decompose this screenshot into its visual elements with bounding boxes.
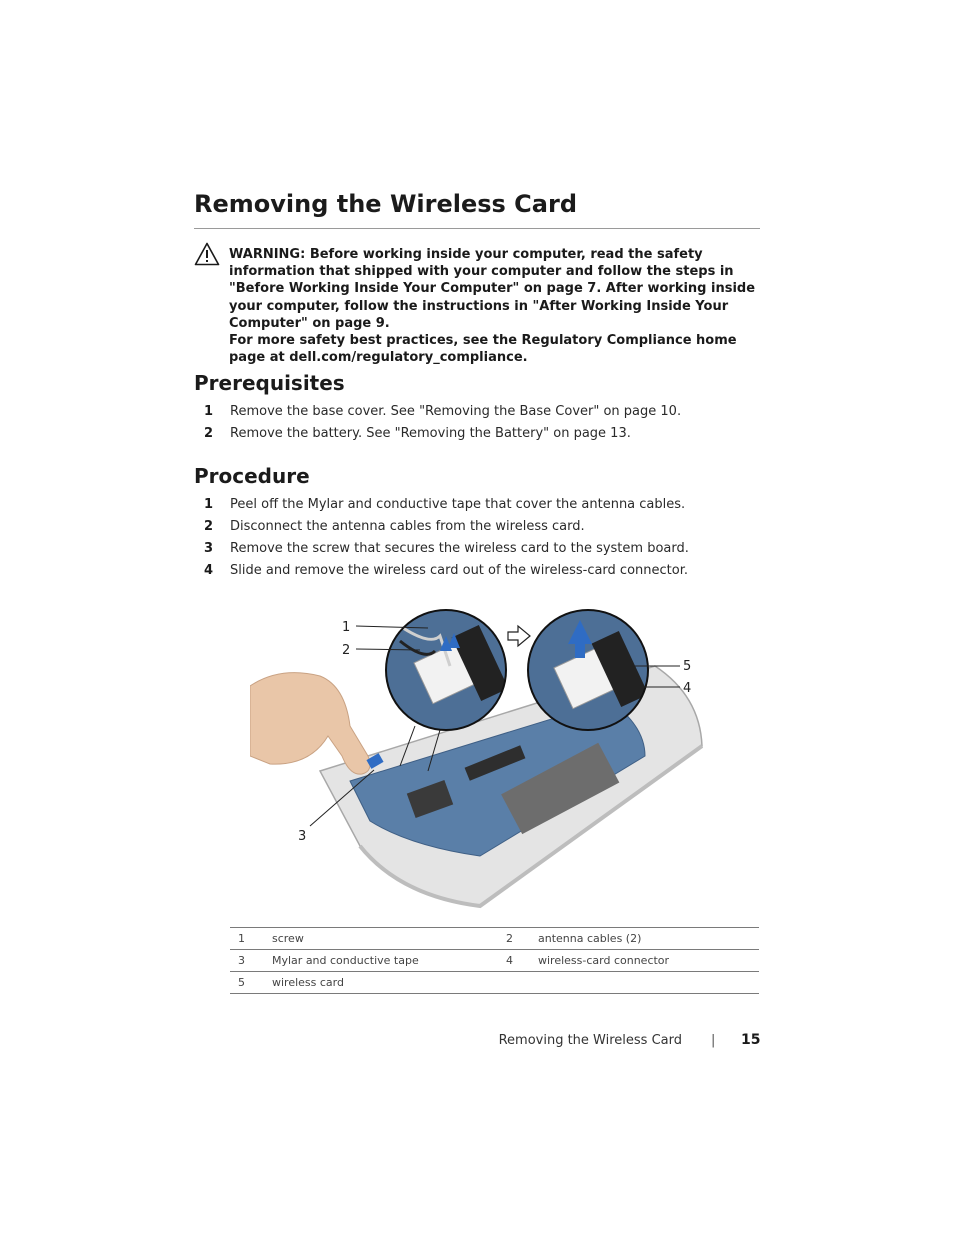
- callout-4: 4: [683, 681, 692, 696]
- warning-note: [229, 246, 764, 366]
- arrow-right-icon: [508, 626, 530, 646]
- table-row: [230, 972, 759, 994]
- legend-label: screw: [272, 928, 506, 950]
- step-text: Remove the battery. See "Removing the Battery" on page 13.: [230, 426, 631, 441]
- legend-number: 5: [230, 972, 272, 994]
- warning-safety-text: For more safety best practices, see the Regulatory Compliance home page at dell.com/regulatory_compliance.: [229, 333, 737, 366]
- callout-legend-table: [230, 927, 759, 994]
- warning-icon: [194, 242, 220, 266]
- legend-label: [538, 972, 759, 994]
- legend-label: wireless-card connector: [538, 950, 759, 972]
- page-number: 15: [741, 1032, 761, 1048]
- procedure-step: [204, 519, 764, 537]
- page-title: Removing the Wireless Card: [194, 190, 578, 218]
- wireless-card-illustration: [250, 606, 710, 912]
- legend-label: antenna cables (2): [538, 928, 759, 950]
- hand: [250, 673, 370, 775]
- table-row: [230, 928, 759, 950]
- legend-number: [506, 972, 538, 994]
- legend-number: 3: [230, 950, 272, 972]
- procedure-step: [204, 497, 764, 515]
- step-number: 1: [204, 404, 214, 419]
- legend-label: wireless card: [272, 972, 506, 994]
- footer-section-title: Removing the Wireless Card: [498, 1033, 682, 1048]
- table-row: [230, 950, 759, 972]
- callout-2: 2: [342, 643, 351, 658]
- step-number: 1: [204, 497, 214, 512]
- warning-text: WARNING: Before working inside your computer, read the safety information that shipped with your computer and follow the steps in "Before Working Inside Your Computer" on page 7. After working inside your computer, follow the instructions in "After Working Inside Your Computer" on page 9.: [229, 247, 756, 331]
- legend-number: 1: [230, 928, 272, 950]
- callout-3: 3: [298, 829, 307, 844]
- footer-separator: |: [711, 1033, 716, 1048]
- prerequisite-step: [204, 404, 764, 422]
- callout-5: 5: [683, 659, 692, 674]
- step-text: Disconnect the antenna cables from the wireless card.: [230, 519, 585, 534]
- step-number: 3: [204, 541, 214, 556]
- procedure-step: [204, 563, 764, 581]
- title-divider: [194, 228, 760, 229]
- procedure-step: [204, 541, 764, 559]
- step-text: Slide and remove the wireless card out of the wireless-card connector.: [230, 563, 688, 578]
- legend-number: 2: [506, 928, 538, 950]
- step-text: Remove the base cover. See "Removing the Base Cover" on page 10.: [230, 404, 682, 419]
- step-number: 2: [204, 519, 214, 534]
- step-number: 2: [204, 426, 214, 441]
- legend-label: Mylar and conductive tape: [272, 950, 506, 972]
- legend-number: 4: [506, 950, 538, 972]
- step-number: 4: [204, 563, 214, 578]
- prerequisites-heading: Prerequisites: [194, 371, 345, 395]
- step-text: Peel off the Mylar and conductive tape that cover the antenna cables.: [230, 497, 686, 512]
- callout-1: 1: [342, 620, 351, 635]
- prerequisite-step: [204, 426, 764, 444]
- procedure-heading: Procedure: [194, 464, 310, 488]
- step-text: Remove the screw that secures the wireless card to the system board.: [230, 541, 689, 556]
